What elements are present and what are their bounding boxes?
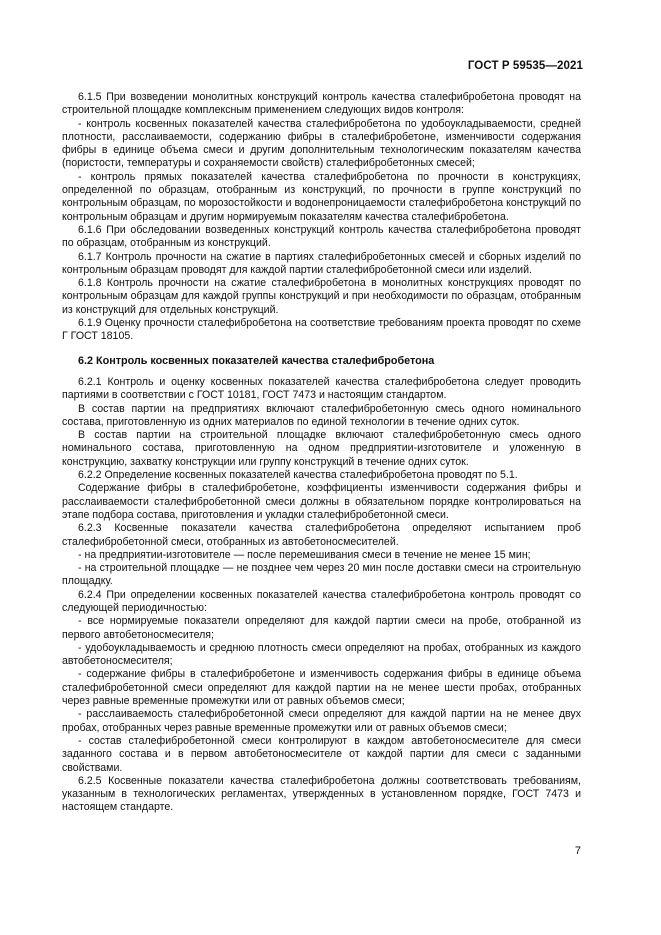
paragraph-6-2-5: 6.2.5 Косвенные показатели качества сталефибробетона должны соответствовать требованиям, указанным в технологических регламентах, утвержденных в установленном порядке, ГОСТ 7473 и настоящем стандарте.	[62, 774, 581, 814]
list-item: - состав сталефибробетонной смеси контролируют в каждом автобетоносмесителе для смеси заданного состава и в первом автобетоносмесителе от каждой партии для смеси с заданными свойствами.	[62, 734, 581, 774]
paragraph-6-2-4: 6.2.4 При определении косвенных показателей качества сталефибробетона контроль проводят со следующей периодичностью:	[62, 588, 581, 614]
page-number: 7	[574, 845, 581, 857]
list-item: - на строительной площадке — не позднее чем через 20 мин после доставки смеси на строительную площадку.	[62, 562, 581, 588]
document-body	[62, 91, 581, 815]
paragraph-6-2-3: 6.2.3 Косвенные показатели качества сталефибробетона определяют испытанием проб сталефибробетонной смеси, отобранных из автобетоносмесителей.	[62, 522, 581, 548]
paragraph-6-1-6: 6.1.6 При обследовании возведенных конструкций контроль качества сталефибробетона проводят по образцам, отобранным из конструкций.	[62, 223, 581, 250]
paragraph-6-2-2: 6.2.2 Определение косвенных показателей качества сталефибробетона проводят по 5.1.	[78, 469, 518, 482]
list-item: - на предприятии-изготовителе — после перемешивания смеси в течение не менее 15 мин;	[78, 548, 531, 561]
list-item: - расслаиваемость сталефибробетонной смеси определяют для каждой партии на не менее двух пробах, отобранных через равные временные промежутки или от равных объемов смеси;	[62, 708, 581, 734]
paragraph-6-1-7: 6.1.7 Контроль прочности на сжатие в партиях сталефибробетонных смесей и сборных изделий по контрольным образцам проводят для каждой партии сталефибробетонной смеси или изделий.	[62, 250, 581, 276]
list-item: - все нормируемые показатели определяют для каждой партии смеси на пробе, отобранной из первого автобетоносмесителя;	[62, 615, 581, 641]
list-item: - удобоукладываемость и среднюю плотность смеси определяют на пробах, отобранных из каждого автобетоносмесителя;	[62, 641, 581, 668]
paragraph-6-2-1: 6.2.1 Контроль и оценку косвенных показателей качества сталефибробетона следует проводить партиями в соответствии с ГОСТ 10181, ГОСТ 7473 и настоящим стандартом.	[62, 375, 581, 402]
paragraph: В состав партии на строительной площадке включают сталефибробетонную смесь одного номинального состава, приготовленную на одном предприятии-изготовителе и уложенную в конструкцию, захватку конструкции или группу конструкций в течение одних суток.	[62, 429, 581, 468]
paragraph-6-1-9: 6.1.9 Оценку прочности сталефибробетона на соответствие требованиям проекта проводят по схеме Г ГОСТ 18105.	[62, 317, 581, 343]
list-item: - контроль прямых показателей качества сталефибробетона по прочности в конструкциях, определенной по образцам, отобранным из конструкций, по прочности в группе конструкций по контрольным образцам, по морозостойкости и водонепроницаемости сталефибробетона конструкций по контрольным образцам и другим нормируемым показателям качества сталефибробетона.	[62, 170, 581, 223]
list-item: - контроль косвенных показателей качества сталефибробетона по удобоукладываемости, средней плотности, расслаиваемости, содержанию фибры в сталефибробетоне, изменчивости содержания фибры в единице объема смеси и другим дополнительным технологическим показателям качества (пористости, температуры и сохраняемости свойств) сталефибробетонных смесей;	[62, 117, 581, 170]
paragraph-6-1-5: 6.1.5 При возведении монолитных конструкций контроль качества сталефибробетона проводят на строительной площадке комплексным применением следующих видов контроля:	[62, 91, 581, 117]
section-heading: 6.2 Контроль косвенных показателей качества сталефибробетона	[78, 354, 435, 367]
list-item: - содержание фибры в сталефибробетоне и изменчивость содержания фибры в единице объема сталефибробетонной смеси определяют для каждой партии на не менее шести пробах, отобранных через равные временные промежутки или от равных объемов смеси;	[62, 668, 581, 708]
standard-header: ГОСТ Р 59535—2021	[467, 60, 583, 72]
paragraph-6-1-8: 6.1.8 Контроль прочности на сжатие сталефибробетона в монолитных конструкциях проводят по контрольным образцам для каждой группы конструкций и при необходимости по образцам, отобранным из конструкций для отдельных конструкций.	[62, 277, 581, 316]
paragraph: В состав партии на предприятиях включают сталефибробетонную смесь одного номинального состава, приготовленную из одних материалов по единой технологии в течение одних суток.	[62, 402, 581, 428]
paragraph: Содержание фибры в сталефибробетоне, коэффициенты изменчивости содержания фибры и расслаиваемости сталефибробетонной смеси должны в обязательном порядке контролироваться на этапе подбора состава, приготовления и укладки сталефибробетонной смеси.	[62, 482, 581, 521]
